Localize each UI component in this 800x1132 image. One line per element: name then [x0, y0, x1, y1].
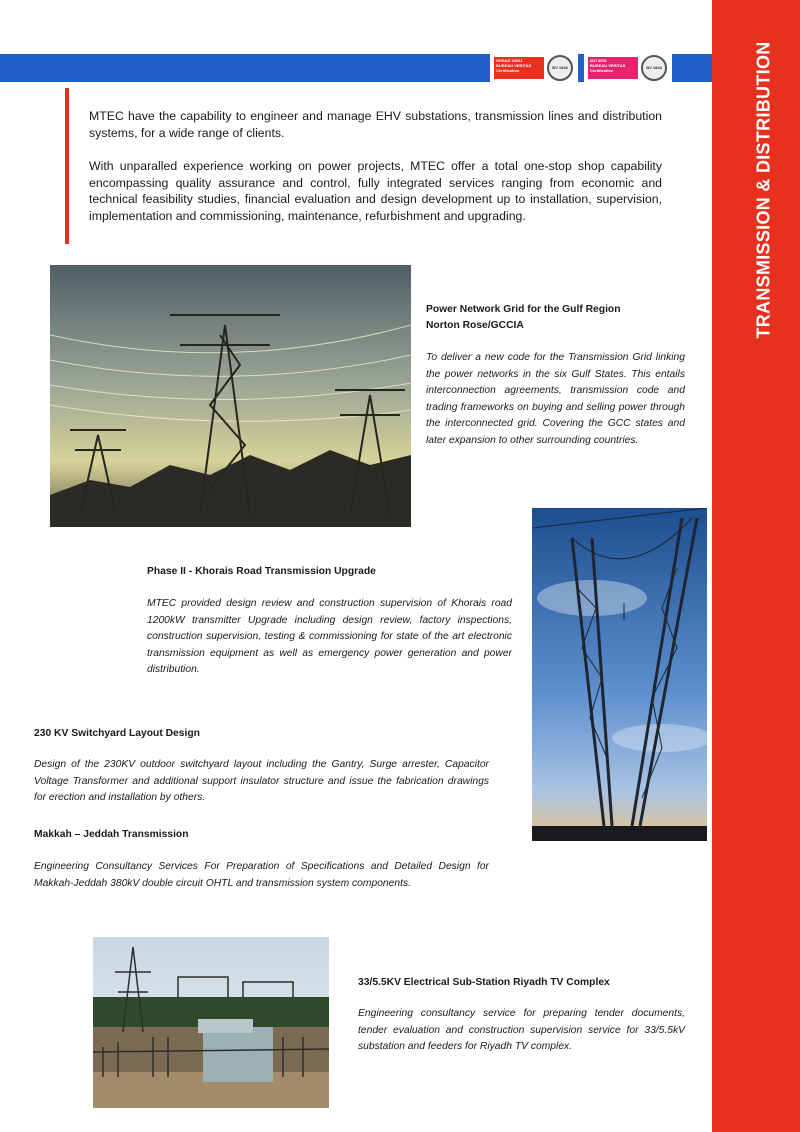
project-title: Makkah – Jeddah Transmission: [34, 829, 189, 840]
project-title: Phase II - Khorais Road Transmission Upgrade: [147, 566, 376, 577]
intro-accent-bar: [65, 88, 69, 244]
section-title: TRANSMISSION & DISTRIBUTION: [753, 41, 774, 339]
bureau-veritas-seal-icon: BV 1828: [547, 55, 573, 81]
ohsas-certificate-logo: [490, 54, 578, 82]
iso-badge: ISO 9001 BUREAU VERITAS Certification: [588, 57, 638, 79]
project-description: Design of the 230KV outdoor switchyard layout including the Gantry, Surge arrester, Capacitor Voltage Transformer and additional support insulator structure and issue the fabrication drawings for erection and installation by others.: [34, 759, 489, 803]
intro-text: [89, 108, 662, 241]
substation-photo: [93, 937, 329, 1108]
intro-paragraph: MTEC have the capability to engineer and manage EHV substations, transmission lines and distribution systems, for a wide range of clients.: [89, 109, 662, 140]
project-title: 230 KV Switchyard Layout Design: [34, 728, 200, 739]
project-description: Engineering consultancy service for preparing tender documents, tender evaluation and construction supervision service for 33/5.5kV substation and feeders for Riyadh TV complex.: [358, 1008, 685, 1052]
project-title: Power Network Grid for the Gulf Region Norton Rose/GCCIA: [426, 304, 621, 331]
tall-pylon-photo: [532, 508, 707, 841]
project-description: MTEC provided design review and construction supervision of Khorais road 1200kW transmitter Upgrade including design review, factory inspections, construction supervision, testing & commissioning for state of the art electronic transmission equipment as well as emergency power generation and power distribution.: [147, 598, 512, 675]
project-description: To deliver a new code for the Transmission Grid linking the power networks in the six Gulf States. This entails interconnection agreements, transmission code and trading frameworks on buying and selling power through the interconnected grid. Covering the GCC states and later expansion to other surrounding countries.: [426, 352, 685, 446]
project-description: Engineering Consultancy Services For Preparation of Specifications and Detailed Design for Makkah-Jeddah 380kV double circuit OHTL and transmission system components.: [34, 861, 489, 889]
transmission-towers-photo: [50, 265, 411, 527]
bureau-veritas-seal-icon: BV 1828: [641, 55, 667, 81]
intro-paragraph: With unparalled experience working on power projects, MTEC offer a total one-stop shop capability encompassing quality assurance and control, fully integrated services ranging from economic and technical feasibility studies, financial evaluation and design development up to installation, supervision, implementation and commissioning, maintenance, refurbishment and upgrading.: [89, 159, 662, 223]
ohsas-badge: OHSAS 18001 BUREAU VERITAS Certification: [494, 57, 544, 79]
iso-certificate-logo: [584, 54, 672, 82]
project-title: 33/5.5KV Electrical Sub-Station Riyadh TV Complex: [358, 977, 610, 988]
